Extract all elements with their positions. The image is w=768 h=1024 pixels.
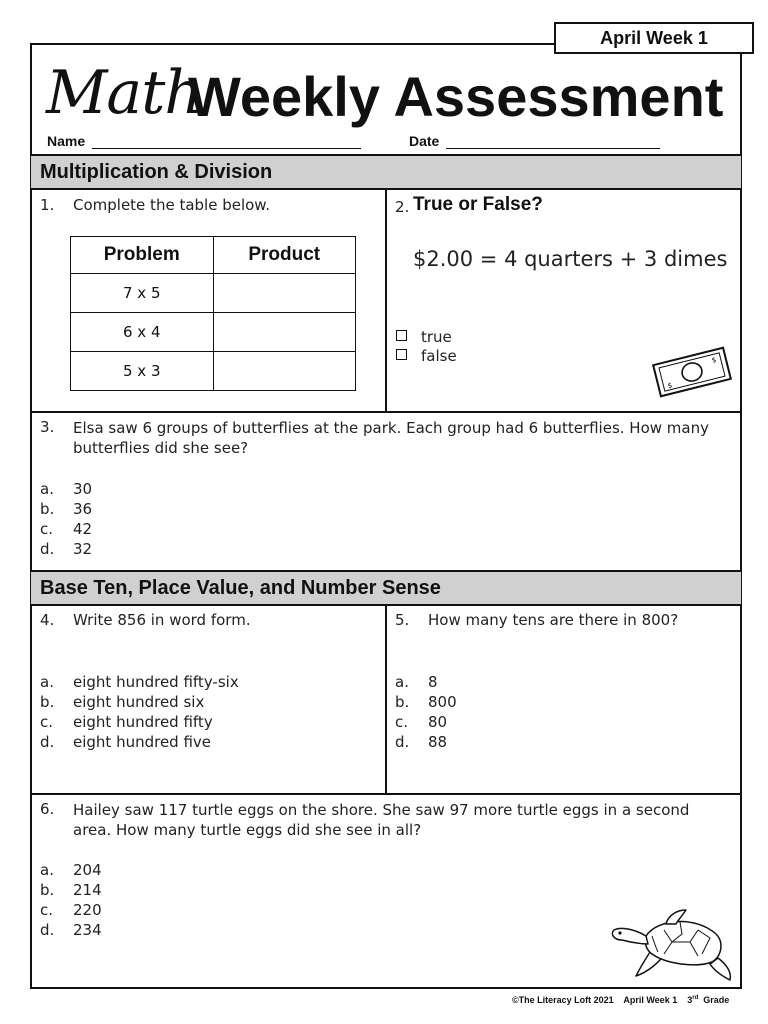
product-answer-cell[interactable] [213,274,356,313]
answer-option-c[interactable] [40,712,239,732]
q2-heading: True or False? [413,194,543,215]
option-text: 36 [73,500,93,518]
q6-number: 6. [40,800,55,818]
option-text: 800 [428,693,457,711]
option-false[interactable] [396,346,457,366]
product-answer-cell[interactable] [213,313,356,352]
sea-turtle-icon [606,906,736,986]
option-text: 88 [428,733,448,751]
table-row [71,352,356,391]
option-letter: d. [40,921,55,939]
section-multiplication-division: Multiplication & Division [31,154,741,190]
option-letter: c. [40,713,54,731]
checkbox-icon[interactable] [396,349,407,360]
answer-option-d[interactable] [40,920,102,940]
answer-option-d[interactable] [40,539,92,559]
option-text: 234 [73,921,102,939]
q3-text-line2: butterflies did she see? [73,439,249,457]
option-true[interactable] [396,327,452,347]
q3-options [40,479,92,559]
option-text: 214 [73,881,102,899]
answer-option-b[interactable] [395,692,457,712]
svg-text:$: $ [666,381,674,391]
svg-text:$: $ [710,355,718,365]
option-letter: c. [40,520,54,538]
option-letter: b. [395,693,410,711]
option-text: 204 [73,861,102,879]
section-base-ten: Base Ten, Place Value, and Number Sense [31,570,741,606]
column-header-problem: Problem [71,237,214,274]
option-text: 30 [73,480,93,498]
option-label: false [421,347,457,365]
answer-option-b[interactable] [40,692,239,712]
option-letter: a. [395,673,409,691]
q3-text-line1: Elsa saw 6 groups of butterflies at the park. Each group had 6 butterflies. How many [73,419,709,437]
dollar-bill-icon [650,346,734,398]
footer-week: April Week 1 [623,995,678,1005]
option-letter: d. [395,733,410,751]
option-letter: c. [395,713,409,731]
q4-text: Write 856 in word form. [73,611,251,629]
name-field-line[interactable] [92,148,361,149]
answer-option-a[interactable] [40,860,102,880]
option-letter: a. [40,480,54,498]
option-letter: b. [40,500,55,518]
option-letter: a. [40,673,54,691]
option-text: eight hundred six [73,693,205,711]
q6-text-line2: area. How many turtle eggs did she see in all? [73,821,422,839]
title-script: Math [46,58,202,128]
q1-q2-divider [385,190,387,412]
problem-cell: 6 x 4 [71,313,214,352]
footer-grade-word: Grade [703,995,730,1005]
answer-option-c[interactable] [40,900,102,920]
date-label: Date [409,133,440,149]
q6-options [40,860,102,940]
q4-number: 4. [40,611,55,629]
option-letter: b. [40,693,55,711]
option-label: true [421,328,452,346]
q4-q5-divider [385,606,387,794]
divider [31,793,741,795]
option-text: 220 [73,901,102,919]
q5-options [395,672,457,752]
option-text: 80 [428,713,448,731]
checkbox-icon[interactable] [396,330,407,341]
week-tag: April Week 1 [554,22,754,54]
date-field-line[interactable] [446,148,660,149]
answer-option-d[interactable] [40,732,239,752]
problem-cell: 5 x 3 [71,352,214,391]
option-text: eight hundred five [73,733,212,751]
q2-equation: $2.00 = 4 quarters + 3 dimes [413,247,728,271]
footer-grade-suffix: rd [692,995,699,1001]
option-text: eight hundred fifty [73,713,213,731]
answer-option-a[interactable] [40,479,92,499]
footer-grade-number: 3 [687,995,693,1005]
answer-option-b[interactable] [40,880,102,900]
option-letter: d. [40,540,55,558]
page-title: Weekly Assessment [188,65,724,128]
option-letter: a. [40,861,54,879]
product-table [70,236,356,391]
q3-number: 3. [40,418,55,436]
q6-text-line1: Hailey saw 117 turtle eggs on the shore. She saw 97 more turtle eggs in a second [73,801,690,819]
answer-option-c[interactable] [395,712,457,732]
footer-copyright: ©The Literacy Loft 2021 [512,995,614,1005]
q5-text: How many tens are there in 800? [428,611,679,629]
option-text: eight hundred fifty-six [73,673,239,691]
option-letter: c. [40,901,54,919]
name-label: Name [47,133,86,149]
answer-option-a[interactable] [40,672,239,692]
option-letter: b. [40,881,55,899]
table-row [71,313,356,352]
table-row [71,274,356,313]
product-answer-cell[interactable] [213,352,356,391]
answer-option-a[interactable] [395,672,457,692]
answer-option-b[interactable] [40,499,92,519]
divider [31,411,741,413]
answer-option-d[interactable] [395,732,457,752]
q4-options [40,672,239,752]
q1-number: 1. [40,196,55,214]
option-text: 42 [73,520,93,538]
column-header-product: Product [213,237,356,274]
table-header-row [71,237,356,274]
problem-cell: 7 x 5 [71,274,214,313]
answer-option-c[interactable] [40,519,92,539]
option-text: 32 [73,540,93,558]
q2-number: 2. [395,198,410,216]
footer [512,995,729,1005]
option-text: 8 [428,673,438,691]
q5-number: 5. [395,611,410,629]
option-letter: d. [40,733,55,751]
q1-text: Complete the table below. [73,196,270,214]
